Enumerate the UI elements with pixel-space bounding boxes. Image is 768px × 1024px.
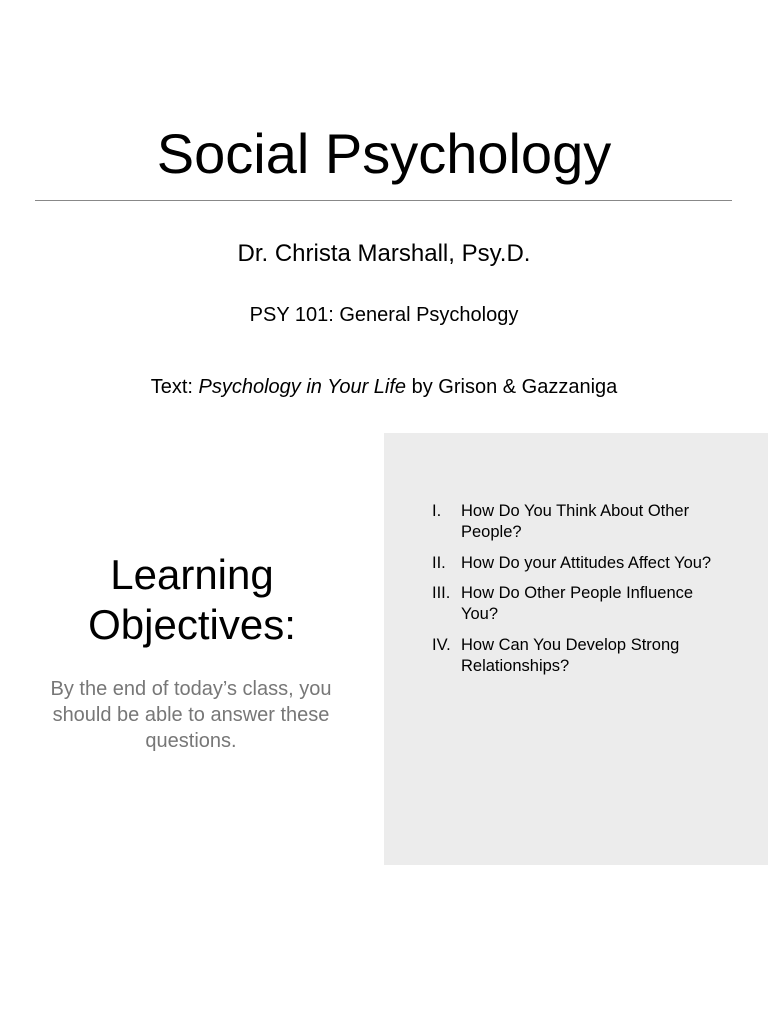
- textbook-line: [0, 373, 768, 401]
- list-item: [432, 583, 732, 625]
- list-item-text: How Can You Develop Strong Relationships?: [461, 635, 680, 675]
- list-item-text: How Do Other People Influence You?: [461, 584, 694, 623]
- textbook-title: Psychology in Your Life: [198, 376, 407, 398]
- list-item: [432, 635, 732, 677]
- list-item-number: III.: [432, 584, 451, 602]
- objectives-heading-line-2: Objectives:: [88, 601, 296, 648]
- list-item-text: How Do You Think About Other People?: [461, 502, 690, 541]
- questions-list: [432, 501, 732, 686]
- textbook-authors: by Grison & Gazzaniga: [406, 376, 618, 398]
- textbook-prefix: Text:: [150, 376, 199, 398]
- list-item-number: IV.: [432, 635, 451, 654]
- learning-objectives-heading: [40, 550, 344, 650]
- list-item-number: II.: [432, 553, 446, 572]
- title-divider: [35, 200, 732, 201]
- objectives-intro-text: By the end of today’s class, you should be able to answer these questions.: [50, 678, 332, 752]
- list-item-number: I.: [432, 502, 442, 520]
- list-item: [432, 553, 732, 574]
- objectives-heading-line-1: Learning: [110, 551, 274, 598]
- list-item: [432, 501, 732, 543]
- slide-title: Social Psychology: [156, 122, 612, 185]
- list-item-text: How Do your Attitudes Affect You?: [461, 553, 712, 572]
- presenter-name: Dr. Christa Marshall, Psy.D.: [237, 240, 531, 267]
- course-name: PSY 101: General Psychology: [249, 304, 519, 326]
